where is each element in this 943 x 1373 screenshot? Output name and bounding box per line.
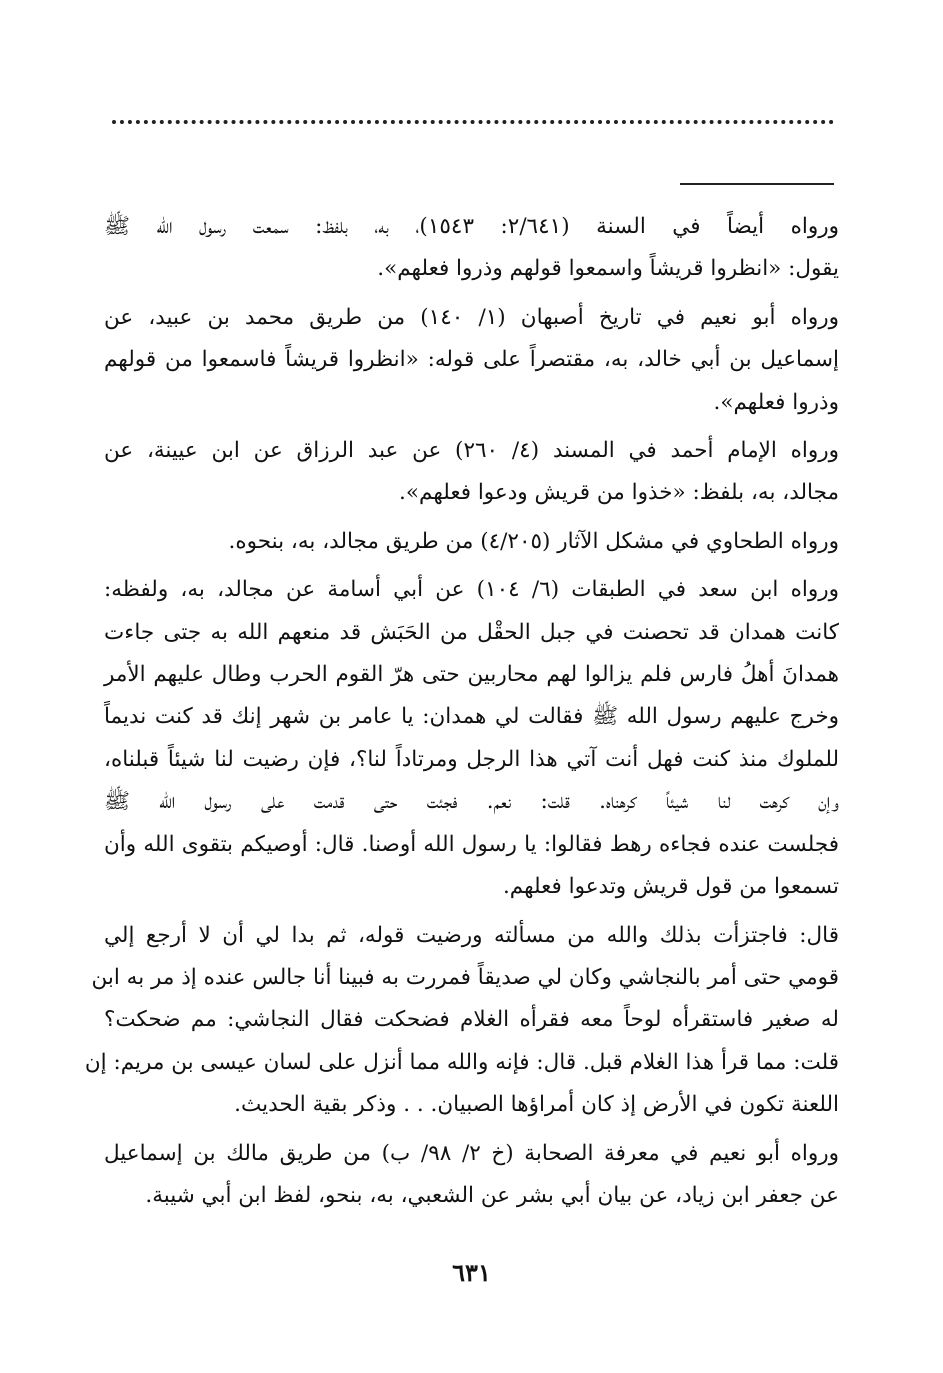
text-line: وإن كرهت لنا شيئاً كرهناه. قلت: نعم. فجئت حتى قدمت على رسول الله ﷺ [104, 789, 839, 815]
text-line: ورواه الطحاوي في مشكل الآثار (٤/٢٠٥) من طريق مجالد، به، بنحوه. [228, 528, 839, 554]
text-line: كانت همدان قد تحصنت في جبل الحقْل من الحَبَش قد منعهم الله به جتى جاءت [104, 619, 839, 645]
text-line: يقول: «انظروا قريشاً واسمعوا قولهم وذروا فعلهم». [377, 256, 839, 282]
paragraph [104, 430, 839, 515]
text-line: اللعنة تكون في الأرض إذ كان أمراؤها الصبيان. . . وذكر بقية الحديث. [234, 1092, 839, 1118]
paragraph [104, 569, 839, 908]
text-line: تسمعوا من قول قريش وتدعوا فعلهم. [502, 874, 839, 900]
footnote-text [84, 206, 840, 1223]
text-line: ورواه الإمام أحمد في المسند (٤/ ٢٦٠) عن عبد الرزاق عن ابن عيينة، عن [104, 438, 839, 464]
dotted-separator [112, 120, 834, 124]
page-number: ٦٣١ [452, 1258, 491, 1287]
text-line: قومي حتى أمر بالنجاشي وكان لي صديقاً فمررت به فبينا أنا جالس عنده إذ مر به ابن [91, 964, 839, 990]
text-line: ورواه أبو نعيم في تاريخ أصبهان (١/ ١٤٠) من طريق محمد بن عبيد، عن [104, 304, 840, 330]
text-line: إسماعيل بن أبي خالد، به، مقتصراً على قوله: «انظروا قريشاً فاسمعوا من قولهم [104, 347, 839, 373]
paragraph [104, 206, 839, 291]
text-line: وخرج عليهم رسول الله ﷺ فقالت لي همدان: يا عامر بن شهر إنك قد كنت نديماً [104, 704, 839, 730]
paragraph [84, 915, 839, 1127]
text-line: وذروا فعلهم». [713, 389, 839, 415]
footnote-rule [680, 183, 834, 185]
paragraph [104, 521, 839, 563]
paragraph [104, 297, 839, 424]
paragraph [104, 1133, 839, 1218]
text-line: قلت: مما قرأ هذا الغلام قبل. قال: فإنه والله مما أنزل على لسان عيسى بن مريم: إن [84, 1049, 839, 1075]
text-line: ورواه أيضاً في السنة (٢/٦٤١: ١٥٤٣)، به، بلفظ: سمعت رسول الله ﷺ [104, 214, 839, 239]
text-line: للملوك منذ كنت فهل أنت آتي هذا الرجل ومرتاداً لنا؟، فإن رضيت لنا شيئاً قبلناه، [104, 746, 839, 772]
text-line: عن جعفر ابن زياد، عن بيان أبي بشر عن الشعبي، به، بنحو، لفظ ابن أبي شيبة. [145, 1182, 839, 1208]
text-line: قال: فاجتزأت بذلك والله من مسألته ورضيت قوله، ثم بدا لي أن لا أرجع إلي [104, 922, 839, 948]
text-line: مجالد، به، بلفظ: «خذوا من قريش ودعوا فعلهم». [399, 480, 839, 506]
text-line: همدانَ أهلُ فارس فلم يزالوا لهم محاربين حتى هرّ القوم الحرب وطال عليهم الأمر [104, 662, 839, 688]
text-line: ورواه أبو نعيم في معرفة الصحابة (خ ٢/ ٩٨/ ب) من طريق مالك بن إسماعيل [104, 1140, 839, 1166]
text-line: له صغير فاستقرأه لوحاً معه فقرأه الغلام فضحكت فقال النجاشي: مم ضحكت؟ [104, 1007, 839, 1033]
text-line: فجلست عنده فجاءه رهط فقالوا: يا رسول الله أوصنا. قال: أوصيكم بتقوى الله وأن [104, 831, 839, 857]
text-line: ورواه ابن سعد في الطبقات (٦/ ١٠٤) عن أبي أسامة عن مجالد، به، ولفظه: [104, 577, 839, 603]
